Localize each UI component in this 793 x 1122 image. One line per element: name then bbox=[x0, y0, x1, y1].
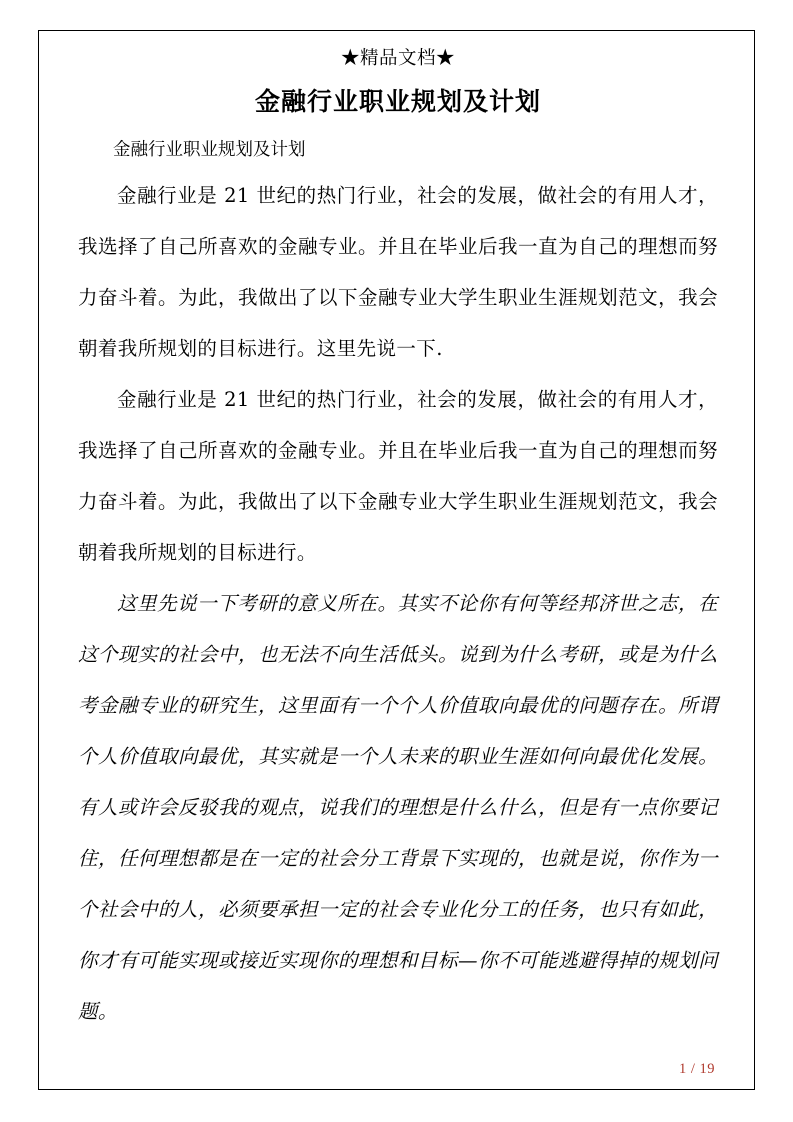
paragraph-1: 金融行业是 21 世纪的热门行业，社会的发展，做社会的有用人才，我选择了自己所喜欢的金融专业。并且在毕业后我一直为自己的理想而努力奋斗着。为此，我做出了以下金融专业大学生职业生涯规划范文，我会朝着我所规划的目标进行。这里先说一下. bbox=[78, 184, 718, 360]
document-header-mark: ★精品文档★ bbox=[340, 48, 455, 69]
document-subtitle: 金融行业职业规划及计划 bbox=[113, 140, 306, 160]
page-number: 1 / 19 bbox=[678, 1061, 715, 1077]
document-content bbox=[78, 46, 718, 1037]
paragraph-3: 这里先说一下考研的意义所在。其实不论你有何等经邦济世之志，在这个现实的社会中，也无法不向生活低头。说到为什么考研，或是为什么考金融专业的研究生，这里面有一个个人价值取向最优的问题存在。所谓个人价值取向最优，其实就是一个人未来的职业生涯如何向最优化发展。有人或许会反驳我的观点，说我们的理想是什么什么，但是有一点你要记住，任何理想都是在一定的社会分工背景下实现的，也就是说，你作为一个社会中的人，必须要承担一定的社会专业化分工的任务，也只有如此，你才有可能实现或接近实现你的理想和目标—你不可能逃避得掉的规划问题。 bbox=[78, 592, 718, 1023]
page-title: 金融行业职业规划及计划 bbox=[254, 87, 541, 116]
paragraph-2: 金融行业是 21 世纪的热门行业，社会的发展，做社会的有用人才，我选择了自己所喜欢的金融专业。并且在毕业后我一直为自己的理想而努力奋斗着。为此，我做出了以下金融专业大学生职业生涯规划范文，我会朝着我所规划的目标进行。 bbox=[78, 388, 718, 564]
